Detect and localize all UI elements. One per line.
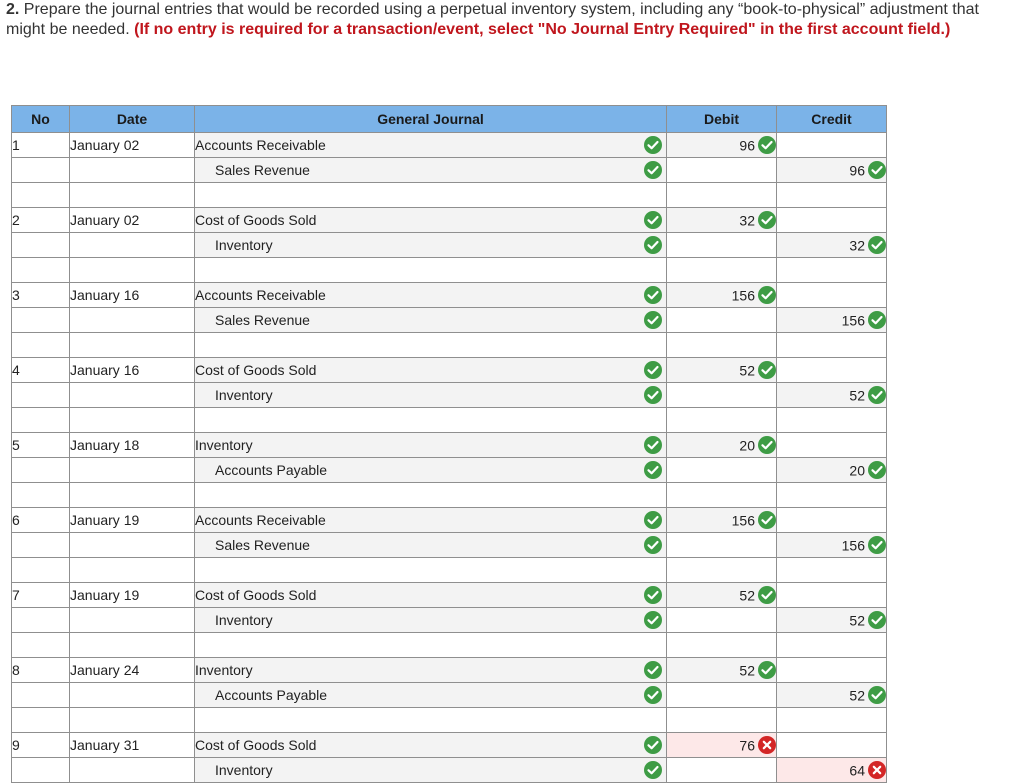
credit-account-select[interactable] (195, 308, 667, 333)
entry-date[interactable]: January 19 (70, 583, 195, 608)
check-circle-icon (758, 511, 776, 529)
check-circle-icon (758, 286, 776, 304)
check-circle-icon (868, 686, 886, 704)
debit-account-select[interactable] (195, 583, 667, 608)
debit-amount-input-empty[interactable] (667, 458, 777, 483)
debit-amount-input-empty[interactable] (667, 483, 777, 508)
debit-account-label: Accounts Receivable (195, 137, 326, 153)
debit-account-label: Cost of Goods Sold (195, 212, 317, 228)
check-circle-icon (644, 361, 662, 379)
entry-number: 3 (12, 283, 70, 308)
header-debit: Debit (667, 106, 777, 133)
debit-amount-input-empty[interactable] (667, 383, 777, 408)
x-circle-icon (868, 761, 886, 779)
credit-amount-input-empty[interactable] (777, 583, 887, 608)
check-circle-icon (868, 311, 886, 329)
credit-amount-value: 52 (849, 612, 865, 629)
question-prompt: Prepare the journal entries that would be recorded using a perpetual inventory system, including any “book-to-physical” adjustment that might be needed. (6, 1, 979, 38)
account-select-empty[interactable] (195, 183, 667, 208)
debit-account-select[interactable] (195, 358, 667, 383)
debit-account-label: Accounts Receivable (195, 287, 326, 303)
debit-amount-input[interactable] (667, 733, 777, 758)
entry-number: 5 (12, 433, 70, 458)
debit-amount-input-empty[interactable] (667, 608, 777, 633)
check-circle-icon (758, 661, 776, 679)
debit-amount-input[interactable] (667, 508, 777, 533)
entry-number-empty (12, 608, 70, 633)
debit-account-select[interactable] (195, 133, 667, 158)
entry-date[interactable]: January 02 (70, 133, 195, 158)
debit-amount-input-empty[interactable] (667, 558, 777, 583)
credit-account-label: Sales Revenue (215, 312, 310, 328)
entry-date[interactable]: January 31 (70, 733, 195, 758)
credit-amount-input-empty[interactable] (777, 708, 887, 733)
debit-account-label: Cost of Goods Sold (195, 362, 317, 378)
credit-account-label: Inventory (215, 612, 273, 628)
credit-amount-input-empty[interactable] (777, 483, 887, 508)
credit-amount-input[interactable] (777, 458, 887, 483)
credit-account-label: Inventory (215, 237, 273, 253)
debit-account-select[interactable] (195, 733, 667, 758)
check-circle-icon (868, 536, 886, 554)
credit-amount-value: 32 (849, 237, 865, 254)
entry-date[interactable]: January 24 (70, 658, 195, 683)
entry-number-empty (12, 758, 70, 783)
debit-amount-input[interactable] (667, 358, 777, 383)
check-circle-icon (644, 461, 662, 479)
entry-number-empty (12, 683, 70, 708)
debit-amount-input-empty[interactable] (667, 333, 777, 358)
debit-account-select[interactable] (195, 283, 667, 308)
entry-date[interactable]: January 16 (70, 358, 195, 383)
debit-amount-input-empty[interactable] (667, 408, 777, 433)
debit-amount-input-empty[interactable] (667, 158, 777, 183)
debit-amount-value: 156 (731, 287, 755, 304)
blank-cell (70, 483, 195, 508)
debit-amount-input-empty[interactable] (667, 758, 777, 783)
credit-account-label: Accounts Payable (215, 687, 328, 703)
question-instruction: (If no entry is required for a transaction/event, select "No Journal Entry Required" in the first account field.) (134, 21, 951, 38)
entry-date-empty (70, 158, 195, 183)
journal-row-credit (12, 683, 887, 708)
credit-amount-input[interactable] (777, 158, 887, 183)
debit-amount-value: 76 (739, 737, 755, 754)
blank-cell (12, 483, 70, 508)
check-circle-icon (644, 436, 662, 454)
credit-amount-value: 156 (841, 312, 865, 329)
check-circle-icon (868, 161, 886, 179)
blank-cell (70, 183, 195, 208)
account-select-empty[interactable] (195, 333, 667, 358)
x-circle-icon (758, 736, 776, 754)
check-circle-icon (758, 136, 776, 154)
entry-date-empty (70, 608, 195, 633)
entry-date-empty (70, 308, 195, 333)
credit-amount-value: 20 (849, 462, 865, 479)
journal-row-credit (12, 308, 887, 333)
credit-amount-value: 64 (849, 762, 865, 779)
blank-cell (12, 558, 70, 583)
entry-number: 6 (12, 508, 70, 533)
credit-amount-input[interactable] (777, 533, 887, 558)
blank-cell (12, 633, 70, 658)
entry-number-empty (12, 308, 70, 333)
account-select-empty[interactable] (195, 258, 667, 283)
entry-date-empty (70, 233, 195, 258)
check-circle-icon (644, 386, 662, 404)
entry-number: 9 (12, 733, 70, 758)
credit-amount-input-empty[interactable] (777, 358, 887, 383)
journal-row-credit (12, 158, 887, 183)
credit-amount-input[interactable] (777, 608, 887, 633)
journal-row-credit (12, 758, 887, 783)
entry-number: 4 (12, 358, 70, 383)
credit-amount-input-empty[interactable] (777, 508, 887, 533)
journal-row-debit (12, 733, 887, 758)
entry-date-empty (70, 458, 195, 483)
credit-amount-input[interactable] (777, 683, 887, 708)
debit-amount-input[interactable] (667, 433, 777, 458)
account-select-empty[interactable] (195, 633, 667, 658)
entry-date-empty (70, 758, 195, 783)
credit-amount-value: 96 (849, 162, 865, 179)
credit-account-label: Sales Revenue (215, 162, 310, 178)
credit-account-label: Sales Revenue (215, 537, 310, 553)
journal-row-blank (12, 483, 887, 508)
check-circle-icon (758, 211, 776, 229)
entry-number: 8 (12, 658, 70, 683)
journal-row-blank (12, 708, 887, 733)
journal-entry-table (11, 105, 887, 783)
check-circle-icon (644, 311, 662, 329)
entry-date[interactable]: January 18 (70, 433, 195, 458)
journal-row-credit (12, 608, 887, 633)
credit-account-label: Inventory (215, 387, 273, 403)
credit-account-select[interactable] (195, 608, 667, 633)
credit-amount-input-empty[interactable] (777, 333, 887, 358)
credit-amount-input-empty[interactable] (777, 208, 887, 233)
debit-amount-input-empty[interactable] (667, 533, 777, 558)
entry-number: 2 (12, 208, 70, 233)
credit-amount-input-empty[interactable] (777, 183, 887, 208)
check-circle-icon (644, 611, 662, 629)
journal-row-blank (12, 558, 887, 583)
blank-cell (12, 183, 70, 208)
credit-amount-value: 52 (849, 687, 865, 704)
entry-date-empty (70, 383, 195, 408)
journal-row-credit (12, 533, 887, 558)
credit-account-select[interactable] (195, 758, 667, 783)
blank-cell (12, 708, 70, 733)
debit-account-label: Accounts Receivable (195, 512, 326, 528)
credit-amount-input[interactable] (777, 308, 887, 333)
question-text-block (6, 0, 1022, 40)
debit-account-label: Cost of Goods Sold (195, 737, 317, 753)
header-no: No (12, 106, 70, 133)
header-date: Date (70, 106, 195, 133)
account-select-empty[interactable] (195, 558, 667, 583)
check-circle-icon (868, 386, 886, 404)
check-circle-icon (758, 436, 776, 454)
journal-row-debit (12, 358, 887, 383)
debit-account-select[interactable] (195, 433, 667, 458)
account-select-empty[interactable] (195, 483, 667, 508)
journal-row-debit (12, 208, 887, 233)
check-circle-icon (644, 761, 662, 779)
check-circle-icon (644, 586, 662, 604)
credit-account-select[interactable] (195, 233, 667, 258)
debit-amount-value: 156 (731, 512, 755, 529)
debit-account-select[interactable] (195, 208, 667, 233)
debit-amount-input[interactable] (667, 583, 777, 608)
entry-date-empty (70, 683, 195, 708)
entry-number-empty (12, 533, 70, 558)
table-header-row (12, 106, 887, 133)
blank-cell (70, 558, 195, 583)
check-circle-icon (644, 161, 662, 179)
entry-number: 7 (12, 583, 70, 608)
debit-amount-input-empty[interactable] (667, 308, 777, 333)
blank-cell (12, 408, 70, 433)
blank-cell (70, 633, 195, 658)
credit-account-select[interactable] (195, 158, 667, 183)
header-credit: Credit (777, 106, 887, 133)
check-circle-icon (758, 586, 776, 604)
credit-amount-input[interactable] (777, 383, 887, 408)
blank-cell (12, 258, 70, 283)
credit-amount-value: 156 (841, 537, 865, 554)
account-select-empty[interactable] (195, 708, 667, 733)
blank-cell (70, 408, 195, 433)
debit-amount-input[interactable] (667, 208, 777, 233)
credit-amount-input-empty[interactable] (777, 283, 887, 308)
check-circle-icon (868, 236, 886, 254)
account-select-empty[interactable] (195, 408, 667, 433)
header-general-journal: General Journal (195, 106, 667, 133)
check-circle-icon (644, 536, 662, 554)
credit-amount-input[interactable] (777, 758, 887, 783)
credit-amount-input-empty[interactable] (777, 558, 887, 583)
credit-amount-input[interactable] (777, 233, 887, 258)
debit-amount-value: 96 (739, 137, 755, 154)
entry-number-empty (12, 233, 70, 258)
journal-row-blank (12, 408, 887, 433)
journal-row-debit (12, 508, 887, 533)
credit-account-label: Accounts Payable (215, 462, 328, 478)
journal-row-debit (12, 433, 887, 458)
credit-amount-input-empty[interactable] (777, 633, 887, 658)
debit-account-label: Inventory (195, 437, 253, 453)
entry-number-empty (12, 383, 70, 408)
check-circle-icon (644, 686, 662, 704)
journal-row-blank (12, 333, 887, 358)
credit-account-select[interactable] (195, 683, 667, 708)
entry-date[interactable]: January 02 (70, 208, 195, 233)
check-circle-icon (868, 611, 886, 629)
debit-amount-input[interactable] (667, 658, 777, 683)
debit-account-select[interactable] (195, 508, 667, 533)
debit-amount-input-empty[interactable] (667, 183, 777, 208)
check-circle-icon (868, 461, 886, 479)
credit-amount-input-empty[interactable] (777, 433, 887, 458)
check-circle-icon (644, 511, 662, 529)
credit-amount-input-empty[interactable] (777, 258, 887, 283)
check-circle-icon (644, 136, 662, 154)
journal-row-blank (12, 183, 887, 208)
journal-row-credit (12, 458, 887, 483)
credit-account-select[interactable] (195, 458, 667, 483)
journal-row-credit (12, 383, 887, 408)
journal-row-credit (12, 233, 887, 258)
credit-amount-value: 52 (849, 387, 865, 404)
credit-amount-input-empty[interactable] (777, 733, 887, 758)
journal-row-blank (12, 633, 887, 658)
entry-date-empty (70, 533, 195, 558)
debit-amount-input-empty[interactable] (667, 233, 777, 258)
debit-amount-input-empty[interactable] (667, 683, 777, 708)
entry-number-empty (12, 158, 70, 183)
question-number: 2. (6, 1, 20, 18)
debit-account-select[interactable] (195, 658, 667, 683)
check-circle-icon (644, 211, 662, 229)
journal-row-debit (12, 283, 887, 308)
credit-amount-input-empty[interactable] (777, 133, 887, 158)
debit-amount-input-empty[interactable] (667, 258, 777, 283)
check-circle-icon (644, 236, 662, 254)
credit-account-select[interactable] (195, 383, 667, 408)
journal-row-blank (12, 258, 887, 283)
credit-account-select[interactable] (195, 533, 667, 558)
credit-amount-input-empty[interactable] (777, 658, 887, 683)
debit-amount-value: 20 (739, 437, 755, 454)
journal-row-debit (12, 658, 887, 683)
debit-account-label: Inventory (195, 662, 253, 678)
blank-cell (70, 333, 195, 358)
check-circle-icon (758, 361, 776, 379)
check-circle-icon (644, 736, 662, 754)
debit-amount-value: 52 (739, 587, 755, 604)
blank-cell (70, 708, 195, 733)
debit-amount-input-empty[interactable] (667, 708, 777, 733)
blank-cell (70, 258, 195, 283)
entry-number: 1 (12, 133, 70, 158)
debit-amount-value: 52 (739, 362, 755, 379)
entry-date[interactable]: January 16 (70, 283, 195, 308)
journal-row-debit (12, 133, 887, 158)
check-circle-icon (644, 286, 662, 304)
debit-amount-input[interactable] (667, 283, 777, 308)
debit-amount-value: 52 (739, 662, 755, 679)
credit-account-label: Inventory (215, 762, 273, 778)
debit-amount-input-empty[interactable] (667, 633, 777, 658)
debit-amount-input[interactable] (667, 133, 777, 158)
check-circle-icon (644, 661, 662, 679)
entry-date[interactable]: January 19 (70, 508, 195, 533)
blank-cell (12, 333, 70, 358)
journal-row-debit (12, 583, 887, 608)
debit-amount-value: 32 (739, 212, 755, 229)
entry-number-empty (12, 458, 70, 483)
debit-account-label: Cost of Goods Sold (195, 587, 317, 603)
credit-amount-input-empty[interactable] (777, 408, 887, 433)
